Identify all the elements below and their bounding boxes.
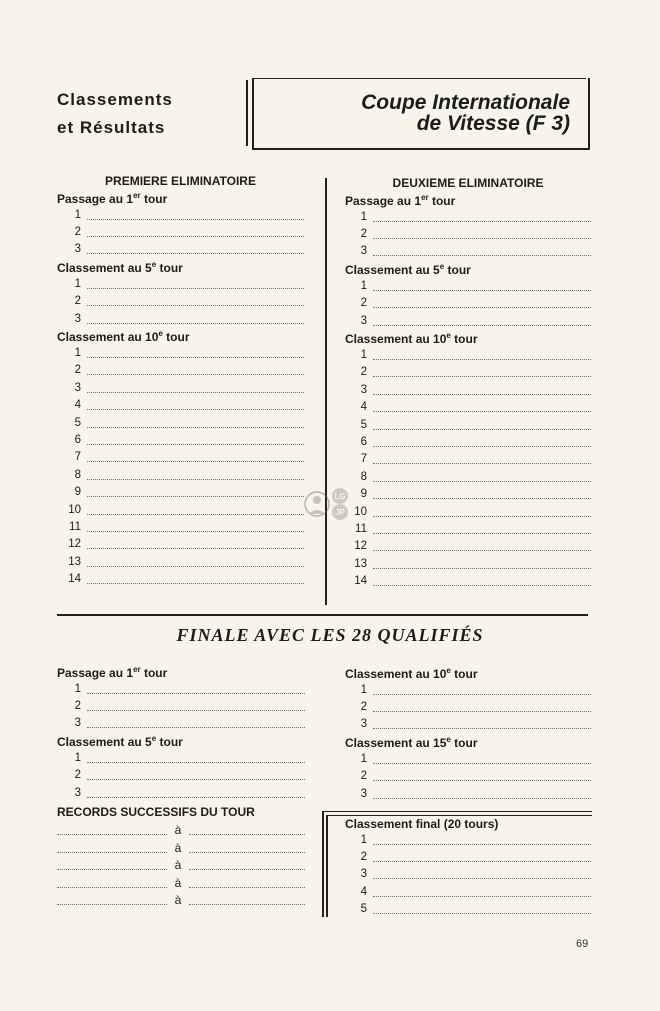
record-blank-left (57, 895, 167, 905)
records-label: RECORDS SUCCESSIFS DU TOUR (57, 805, 255, 820)
entry-blank-line (87, 753, 305, 763)
entry-number: 2 (360, 701, 367, 714)
section-heading (57, 86, 173, 142)
entry-number: 7 (74, 451, 81, 464)
entry-row (345, 433, 591, 450)
entry-blank-line (87, 383, 304, 393)
entry-number: 2 (74, 769, 81, 782)
entry-row (57, 414, 304, 431)
record-a-label: à (174, 823, 182, 838)
entry-number: 3 (74, 381, 81, 394)
entry-blank-line (373, 789, 591, 799)
entry-list (345, 681, 591, 733)
entry-number: 5 (360, 418, 367, 431)
entry-number: 4 (74, 399, 81, 412)
entry-row (345, 848, 591, 865)
entry-row (345, 681, 591, 698)
entry-row (345, 312, 591, 329)
entry-blank-line (373, 489, 591, 499)
title-line-1: Coupe Internationale (361, 91, 570, 114)
records-list (57, 821, 305, 909)
entry-row (345, 572, 591, 589)
entry-blank-line (373, 541, 591, 551)
entry-row (57, 397, 304, 414)
record-row (57, 821, 305, 839)
entry-list (345, 277, 591, 329)
classement-10-label: Classement au 10e tour (345, 666, 478, 681)
entry-row (57, 275, 304, 292)
entry-row (345, 901, 591, 918)
entry-blank-line (87, 348, 304, 358)
passage-label: Passage au 1er tour (345, 193, 456, 208)
entry-blank-line (373, 212, 591, 222)
entry-blank-line (87, 365, 304, 375)
entry-blank-line (87, 279, 304, 289)
classement-final-label: Classement final (20 tours) (345, 817, 499, 831)
watermark-logo (303, 486, 355, 522)
entry-row (345, 520, 591, 537)
finale-left (57, 665, 305, 909)
finale-title: FINALE AVEC LES 28 QUALIFIÉS (176, 625, 484, 645)
eliminatoire-2-title: DEUXIEME ELIMINATOIRE (392, 176, 544, 190)
header-divider (246, 80, 248, 146)
entry-number: 13 (68, 555, 81, 568)
entry-blank-line (87, 505, 304, 515)
entry-row (345, 277, 591, 294)
entry-number: 12 (68, 538, 81, 551)
entry-row (345, 381, 591, 398)
entry-row (57, 310, 304, 327)
entry-blank-line (373, 298, 591, 308)
entry-row (57, 223, 304, 240)
entry-blank-line (87, 452, 304, 462)
entry-number: 5 (360, 903, 367, 916)
entry-number: 1 (74, 208, 81, 221)
entry-row (345, 225, 591, 242)
entry-blank-line (373, 472, 591, 482)
record-a-label: à (174, 858, 182, 873)
entry-number: 3 (74, 312, 81, 325)
entry-blank-line (87, 557, 304, 567)
entry-blank-line (87, 244, 304, 254)
entry-blank-line (373, 887, 591, 897)
entry-blank-line (373, 454, 591, 464)
entry-number: 2 (360, 297, 367, 310)
entry-row (57, 518, 304, 535)
entry-blank-line (373, 719, 591, 729)
entry-row (345, 208, 591, 225)
entry-number: 12 (354, 540, 367, 553)
entry-blank-line (373, 576, 591, 586)
passage-label: Passage au 1er tour (57, 191, 168, 206)
entry-blank-line (87, 314, 304, 324)
record-row (57, 874, 305, 892)
entry-number: 8 (74, 468, 81, 481)
entry-blank-line (373, 281, 591, 291)
eliminatoire-1-title: PREMIERE ELIMINATOIRE (105, 174, 256, 188)
entry-number: 3 (360, 383, 367, 396)
entry-number: 3 (360, 868, 367, 881)
entry-number: 5 (74, 416, 81, 429)
entry-blank-line (373, 507, 591, 517)
entry-blank-line (373, 420, 591, 430)
entry-list (57, 680, 305, 732)
entry-row (345, 716, 591, 733)
entry-list (57, 749, 305, 801)
entry-row (345, 243, 591, 260)
passage-label: Passage au 1er tour (57, 665, 168, 680)
record-blank-right (189, 895, 305, 905)
entry-number: 13 (354, 557, 367, 570)
entry-blank-line (373, 367, 591, 377)
entry-row (57, 784, 305, 801)
entry-row (57, 379, 304, 396)
entry-number: 2 (360, 366, 367, 379)
entry-number: 3 (74, 243, 81, 256)
entry-row (345, 416, 591, 433)
entry-number: 2 (360, 851, 367, 864)
entry-number: 2 (74, 700, 81, 713)
classement-final (345, 817, 591, 918)
eliminatoire-2 (345, 176, 591, 590)
entry-row (345, 468, 591, 485)
entry-number: 10 (68, 503, 81, 516)
entry-row (57, 767, 305, 784)
entry-number: 11 (355, 522, 367, 535)
classement-5-label: Classement au 5e tour (57, 260, 183, 276)
entry-number: 2 (74, 364, 81, 377)
entry-blank-line (87, 418, 304, 428)
entry-number: 8 (360, 470, 367, 483)
entry-blank-line (87, 435, 304, 445)
entry-number: 1 (360, 833, 367, 846)
watermark-text-2: JP (335, 508, 345, 517)
entry-row (345, 485, 591, 502)
entry-blank-line (373, 559, 591, 569)
entry-blank-line (87, 701, 305, 711)
watermark-text-1: LG (334, 492, 346, 501)
entry-blank-line (373, 835, 591, 845)
entry-list (57, 206, 304, 258)
entry-row (345, 503, 591, 520)
entry-blank-line (87, 470, 304, 480)
record-a-label: à (174, 893, 182, 908)
classement-10-label: Classement au 10e tour (57, 329, 190, 345)
entry-list (57, 344, 304, 587)
entry-number: 3 (74, 717, 81, 730)
record-blank-left (57, 825, 167, 835)
entry-number: 1 (74, 751, 81, 764)
entry-row (57, 362, 304, 379)
entry-list (345, 208, 591, 260)
classement-15-label: Classement au 15e tour (345, 735, 478, 751)
entry-number: 3 (360, 314, 367, 327)
record-a-label: à (174, 840, 182, 855)
entry-number: 14 (354, 575, 367, 588)
finale-right (345, 666, 591, 802)
entry-blank-line (87, 770, 305, 780)
entry-blank-line (373, 402, 591, 412)
entry-number: 14 (68, 573, 81, 586)
entry-number: 1 (74, 347, 81, 360)
entry-blank-line (87, 718, 305, 728)
record-row (57, 891, 305, 909)
record-row (57, 839, 305, 857)
entry-list (345, 831, 591, 918)
entry-row (57, 241, 304, 258)
final-box-top-1 (322, 811, 592, 812)
entry-blank-line (373, 685, 591, 695)
entry-number: 10 (354, 505, 367, 518)
record-blank-left (57, 860, 167, 870)
entry-list (57, 275, 304, 327)
entry-number: 3 (360, 245, 367, 258)
entry-row (345, 831, 591, 848)
entry-blank-line (373, 246, 591, 256)
entry-blank-line (373, 316, 591, 326)
entry-row (345, 750, 591, 767)
entry-row (57, 570, 304, 587)
entry-row (57, 749, 305, 766)
entry-number: 1 (360, 752, 367, 765)
entry-row (345, 768, 591, 785)
title-line-2: de Vitesse (F 3) (416, 112, 570, 135)
entry-number: 4 (360, 885, 367, 898)
entry-row (57, 206, 304, 223)
entry-row (345, 866, 591, 883)
entry-number: 9 (360, 488, 367, 501)
classement-10-label: Classement au 10e tour (345, 331, 478, 347)
entry-number: 6 (74, 433, 81, 446)
entry-number: 9 (74, 486, 81, 499)
entry-row (345, 883, 591, 900)
entry-number: 3 (360, 718, 367, 731)
entry-blank-line (87, 296, 304, 306)
classement-5-label: Classement au 5e tour (57, 734, 183, 750)
page-number: 69 (576, 938, 589, 950)
section-separator (57, 614, 588, 616)
entry-blank-line (373, 524, 591, 534)
entry-blank-line (87, 539, 304, 549)
entry-row (57, 466, 304, 483)
entry-number: 2 (360, 228, 367, 241)
entry-number: 4 (360, 401, 367, 414)
entry-blank-line (373, 754, 591, 764)
record-blank-right (189, 825, 305, 835)
entry-row (57, 483, 304, 500)
record-blank-right (189, 843, 305, 853)
entry-number: 11 (69, 520, 81, 533)
heading-line-1: Classements (57, 90, 173, 109)
entry-number: 2 (360, 770, 367, 783)
entry-row (57, 449, 304, 466)
entry-row (345, 538, 591, 555)
record-blank-left (57, 843, 167, 853)
title-text (361, 92, 570, 134)
entry-number: 3 (360, 787, 367, 800)
entry-blank-line (373, 904, 591, 914)
entry-list (345, 346, 591, 589)
entry-blank-line (373, 771, 591, 781)
entry-blank-line (373, 350, 591, 360)
entry-blank-line (87, 684, 305, 694)
entry-row (57, 501, 304, 518)
eliminatoire-1 (57, 174, 304, 588)
entry-number: 2 (74, 226, 81, 239)
final-box-top-2 (326, 815, 592, 816)
entry-row (345, 346, 591, 363)
entry-row (345, 399, 591, 416)
entry-row (57, 344, 304, 361)
entry-row (57, 536, 304, 553)
entry-number: 6 (360, 435, 367, 448)
entry-row (345, 555, 591, 572)
entry-number: 1 (360, 210, 367, 223)
entry-blank-line (373, 229, 591, 239)
entry-blank-line (373, 852, 591, 862)
entry-row (57, 697, 305, 714)
entry-blank-line (87, 487, 304, 497)
entry-number: 3 (74, 786, 81, 799)
entry-number: 2 (74, 295, 81, 308)
entry-row (345, 295, 591, 312)
column-divider (325, 178, 327, 605)
entry-row (57, 553, 304, 570)
classement-5-label: Classement au 5e tour (345, 262, 471, 278)
entry-blank-line (373, 385, 591, 395)
entry-blank-line (87, 522, 304, 532)
entry-blank-line (373, 437, 591, 447)
entry-number: 1 (360, 683, 367, 696)
record-a-label: à (174, 875, 182, 890)
record-row (57, 856, 305, 874)
heading-line-2: et Résultats (57, 118, 166, 137)
entry-list (345, 750, 591, 802)
entry-row (345, 451, 591, 468)
entry-blank-line (87, 227, 304, 237)
entry-blank-line (87, 574, 304, 584)
record-blank-right (189, 860, 305, 870)
record-blank-right (189, 878, 305, 888)
entry-row (345, 364, 591, 381)
entry-blank-line (87, 788, 305, 798)
entry-row (57, 715, 305, 732)
entry-number: 1 (360, 279, 367, 292)
entry-row (57, 293, 304, 310)
entry-row (345, 785, 591, 802)
title-box (252, 78, 590, 150)
entry-blank-line (373, 869, 591, 879)
entry-number: 1 (74, 277, 81, 290)
entry-blank-line (87, 210, 304, 220)
final-box-left-1 (322, 811, 324, 917)
entry-number: 1 (74, 682, 81, 695)
record-blank-left (57, 878, 167, 888)
entry-blank-line (87, 400, 304, 410)
entry-row (57, 680, 305, 697)
entry-blank-line (373, 702, 591, 712)
entry-number: 1 (360, 349, 367, 362)
final-box-left-2 (326, 815, 328, 917)
entry-number: 7 (360, 453, 367, 466)
entry-row (57, 431, 304, 448)
entry-row (345, 698, 591, 715)
